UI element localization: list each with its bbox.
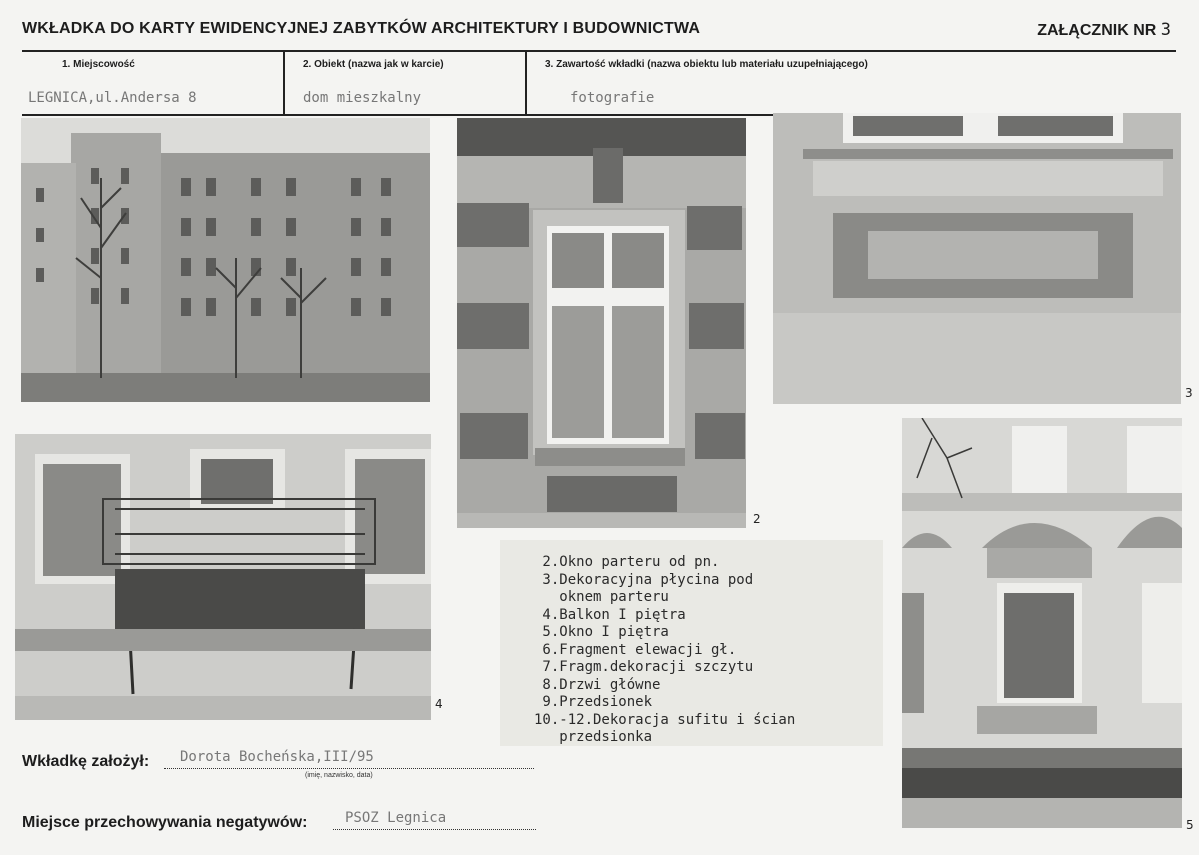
- storage-dotted-line: [333, 829, 536, 830]
- caption-line: 5.Okno I piętra: [534, 624, 669, 640]
- annex-label-text: ZAŁĄCZNIK NR: [1037, 22, 1157, 39]
- founder-dotted-line: [164, 768, 534, 769]
- photo-number-5: 5: [1186, 818, 1194, 832]
- photo-captions-box: [500, 540, 883, 746]
- caption-line: 3.Dekoracyjna płycina pod: [534, 571, 754, 588]
- storage-label: Miejsce przechowywania negatywów:: [22, 814, 308, 831]
- field-divider: [283, 52, 285, 114]
- field-divider: [525, 52, 527, 114]
- caption-line: 6.Fragment elewacji gł.: [534, 641, 737, 658]
- contents-label: 3. Zawartość wkładki (nazwa obiektu lub materiału uzupełniającego): [545, 59, 868, 70]
- caption-line: 8.Drzwi główne: [534, 676, 661, 693]
- locality-value: LEGNICA,ul.Andersa 8: [28, 90, 197, 106]
- caption-line: 10.-12.Dekoracja sufitu i ścian: [534, 711, 796, 728]
- caption-line: przedsionka: [534, 729, 653, 745]
- photo-number-4: 4: [435, 697, 443, 711]
- storage-value: PSOZ Legnica: [345, 810, 447, 826]
- founder-note: (imię, nazwisko, data): [305, 772, 373, 779]
- founder-label: Wkładkę założył:: [22, 753, 150, 770]
- photo-street-view: [21, 118, 430, 402]
- annex-label: [1037, 20, 1171, 40]
- caption-line: oknem parteru: [534, 589, 669, 605]
- photo-decorative-panel: [773, 113, 1181, 404]
- contents-value: fotografie: [570, 90, 655, 106]
- caption-line: 2.Okno parteru od pn.: [534, 554, 720, 570]
- photo-balcony: [15, 434, 431, 720]
- annex-number: 3: [1160, 20, 1171, 40]
- object-label: 2. Obiekt (nazwa jak w karcie): [303, 59, 444, 70]
- photo-number-2: 2: [753, 512, 761, 526]
- caption-line: 7.Fragm.dekoracji szczytu: [534, 659, 754, 675]
- fields-row: [22, 52, 1176, 116]
- founder-value: Dorota Bocheńska,III/95: [180, 749, 374, 765]
- photo-number-3: 3: [1185, 386, 1193, 400]
- photo-ground-floor-window: [457, 118, 746, 528]
- caption-line: 4.Balkon I piętra: [534, 606, 686, 623]
- object-value: dom mieszkalny: [303, 90, 422, 106]
- locality-label: 1. Miejscowość: [62, 59, 135, 70]
- caption-line: 9.Przedsionek: [534, 694, 653, 710]
- document-title: WKŁADKA DO KARTY EWIDENCYJNEJ ZABYTKÓW ARCHITEKTURY I BUDOWNICTWA: [22, 20, 701, 37]
- photo-first-floor-window: [902, 418, 1182, 828]
- caption-list: [500, 540, 883, 747]
